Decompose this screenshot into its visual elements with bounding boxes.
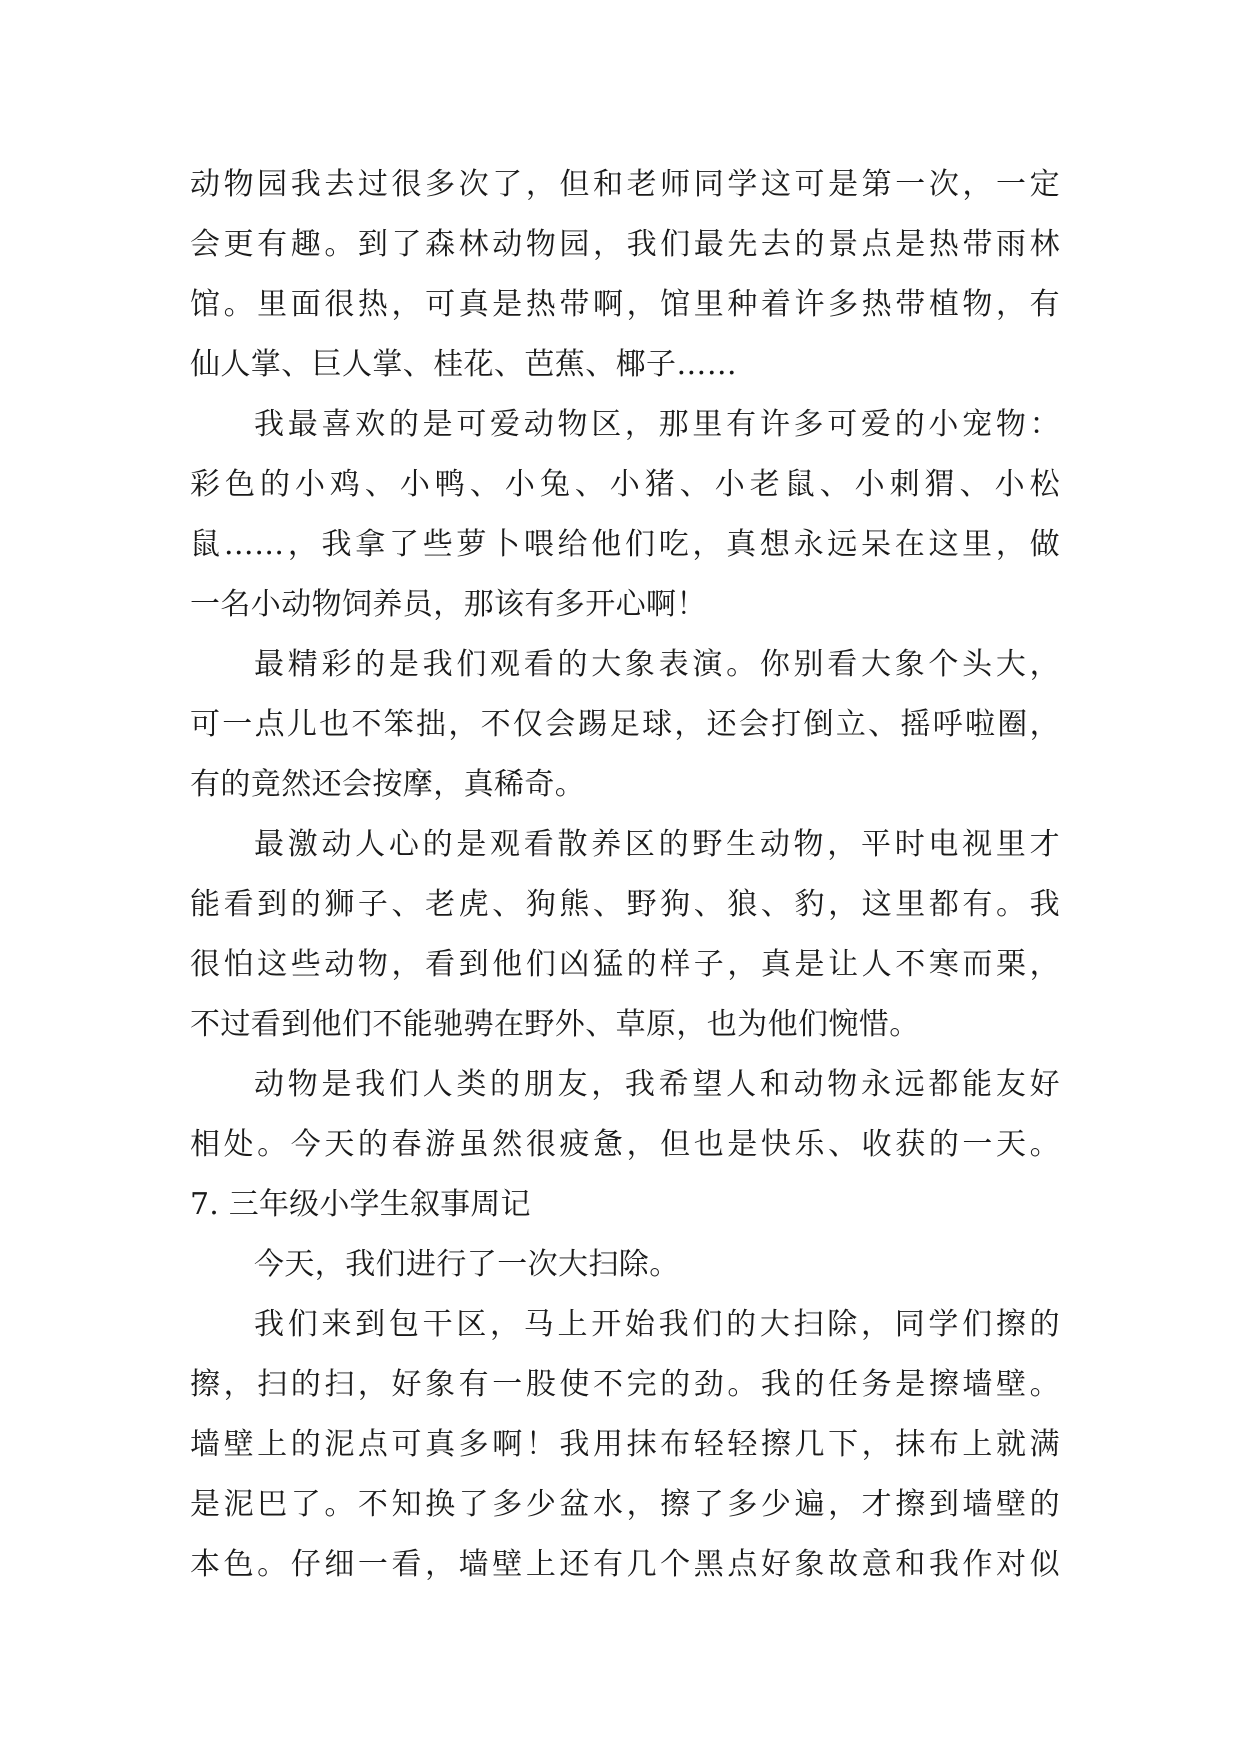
text-line: 很怕这些动物，看到他们凶猛的样子，真是让人不寒而栗， bbox=[190, 947, 1060, 982]
text-line: 馆。里面很热，可真是热带啊，馆里种着许多热带植物，有 bbox=[190, 287, 1060, 322]
document-page bbox=[190, 155, 1060, 1595]
paragraph-first-line: 今天，我们进行了一次大扫除。 bbox=[254, 1247, 680, 1282]
text-line: 有的竟然还会按摩，真稀奇。 bbox=[190, 767, 586, 802]
text-line: 本色。仔细一看，墙壁上还有几个黑点好象故意和我作对似 bbox=[190, 1547, 1060, 1582]
text-line: 一名小动物饲养员，那该有多开心啊！ bbox=[190, 587, 707, 622]
text-line: 不过看到他们不能驰骋在野外、草原，也为他们惋惜。 bbox=[190, 1007, 920, 1042]
section-heading: 7. 三年级小学生叙事周记 bbox=[190, 1187, 531, 1222]
paragraph-first-line: 动物是我们人类的朋友，我希望人和动物永远都能友好 bbox=[254, 1067, 1060, 1102]
text-line: 仙人掌、巨人掌、桂花、芭蕉、椰子…… bbox=[190, 347, 738, 382]
paragraph-first-line: 我们来到包干区，马上开始我们的大扫除，同学们擦的 bbox=[254, 1307, 1060, 1342]
paragraph-first-line: 最精彩的是我们观看的大象表演。你别看大象个头大， bbox=[254, 647, 1060, 682]
text-line: 鼠……，我拿了些萝卜喂给他们吃，真想永远呆在这里，做 bbox=[190, 527, 1060, 562]
text-line: 动物园我去过很多次了，但和老师同学这可是第一次，一定 bbox=[190, 167, 1060, 202]
text-line: 会更有趣。到了森林动物园，我们最先去的景点是热带雨林 bbox=[190, 227, 1060, 262]
text-line: 是泥巴了。不知换了多少盆水，擦了多少遍，才擦到墙壁的 bbox=[190, 1487, 1060, 1522]
paragraph-first-line: 最激动人心的是观看散养区的野生动物，平时电视里才 bbox=[254, 827, 1060, 862]
text-line: 墙壁上的泥点可真多啊！我用抹布轻轻擦几下，抹布上就满 bbox=[190, 1427, 1060, 1462]
paragraph-first-line: 我最喜欢的是可爱动物区，那里有许多可爱的小宠物： bbox=[254, 407, 1060, 442]
text-line: 可一点儿也不笨拙，不仅会踢足球，还会打倒立、摇呼啦圈， bbox=[190, 707, 1060, 742]
text-line: 能看到的狮子、老虎、狗熊、野狗、狼、豹，这里都有。我 bbox=[190, 887, 1060, 922]
text-line: 擦，扫的扫，好象有一股使不完的劲。我的任务是擦墙壁。 bbox=[190, 1367, 1060, 1402]
text-line: 彩色的小鸡、小鸭、小兔、小猪、小老鼠、小刺猬、小松 bbox=[190, 467, 1060, 502]
text-line: 相处。今天的春游虽然很疲惫，但也是快乐、收获的一天。 bbox=[190, 1127, 1060, 1162]
